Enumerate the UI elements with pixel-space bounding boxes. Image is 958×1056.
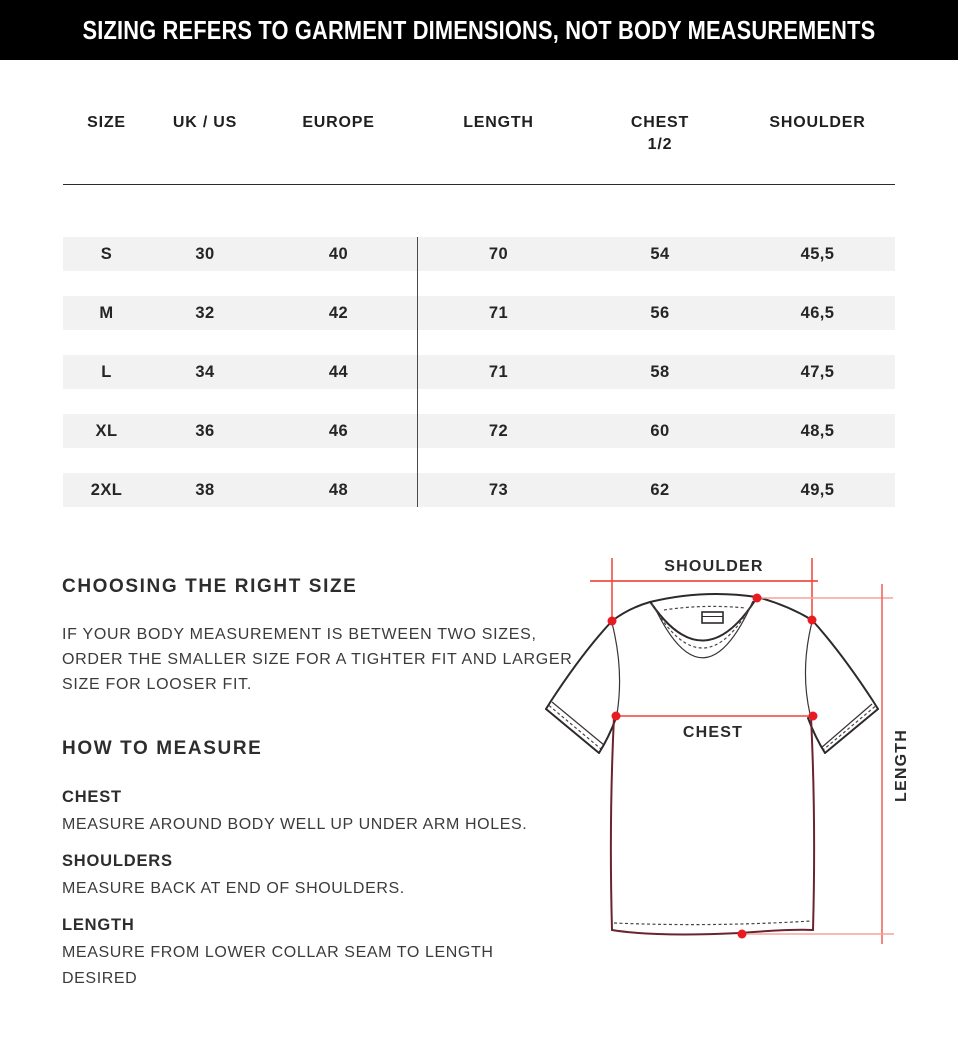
column-header-europe <box>260 112 417 156</box>
cell-chest: 62 <box>650 480 670 499</box>
cell-length: 72 <box>488 421 509 440</box>
table-row-s <box>63 237 895 271</box>
tshirt-sketch <box>546 594 878 935</box>
column-header-chest-sublabel: 1/2 <box>647 136 673 153</box>
cell-europe: 48 <box>328 480 349 499</box>
cell-length: 70 <box>488 244 509 263</box>
column-header-shoulder <box>740 112 895 156</box>
measurement-dots <box>608 594 818 939</box>
shoulder-left-dot <box>608 617 617 626</box>
measure-chest-text: MEASURE AROUND BODY WELL UP UNDER ARM HOLES. <box>62 816 528 833</box>
table-row-xl <box>63 414 895 448</box>
chest-left-dot <box>612 712 621 721</box>
diagram-chest-label: CHEST <box>682 724 744 741</box>
table-row-l <box>63 355 895 389</box>
column-header-chest <box>580 112 740 156</box>
cell-shoulder: 46,5 <box>800 303 835 322</box>
choosing-size-title: CHOOSING THE RIGHT SIZE <box>62 576 358 597</box>
how-to-measure-title: HOW TO MEASURE <box>62 738 263 759</box>
table-row-2xl <box>63 473 895 507</box>
measurement-lines <box>590 558 894 944</box>
cell-length: 71 <box>488 362 509 381</box>
measure-shoulders-label: SHOULDERS <box>62 852 173 870</box>
cell-chest: 54 <box>650 244 670 263</box>
cell-shoulder: 48,5 <box>800 421 835 440</box>
tshirt-measurement-diagram <box>530 546 958 1004</box>
cell-uk-us: 36 <box>195 421 215 440</box>
table-column-divider <box>417 237 418 507</box>
shoulder-right-dot <box>808 616 817 625</box>
cell-uk-us: 38 <box>195 480 215 499</box>
banner <box>0 0 958 60</box>
cell-length: 73 <box>488 480 509 499</box>
collar-tag <box>702 612 723 623</box>
cell-uk-us: 34 <box>195 362 215 381</box>
cell-europe: 44 <box>328 362 349 381</box>
cell-chest: 60 <box>650 421 670 440</box>
column-header-uk-us-label: UK / US <box>172 114 238 131</box>
cell-europe: 42 <box>328 303 349 322</box>
choosing-size-body: IF YOUR BODY MEASUREMENT IS BETWEEN TWO SIZES, ORDER THE SMALLER SIZE FOR A TIGHTER FIT AND LARGER SIZE FOR LOOSER FIT. <box>62 626 573 693</box>
cell-europe: 46 <box>328 421 349 440</box>
diagram-shoulder-label: SHOULDER <box>664 558 764 575</box>
column-header-size-label: SIZE <box>87 114 126 131</box>
column-header-shoulder-label: SHOULDER <box>769 114 866 131</box>
hem-dot <box>738 930 747 939</box>
cell-shoulder: 47,5 <box>800 362 835 381</box>
cell-size: M <box>99 303 114 322</box>
chest-right-dot <box>809 712 818 721</box>
cell-europe: 40 <box>328 244 349 263</box>
cell-size: S <box>100 244 113 263</box>
cell-size: L <box>101 362 112 381</box>
table-row-m <box>63 296 895 330</box>
table-header-rule <box>63 184 895 185</box>
collar-right-dot <box>753 594 762 603</box>
column-header-europe-label: EUROPE <box>302 114 375 131</box>
measure-shoulders-text: MEASURE BACK AT END OF SHOULDERS. <box>62 880 405 897</box>
cell-shoulder: 49,5 <box>800 480 835 499</box>
cell-size: XL <box>95 421 118 440</box>
cell-length: 71 <box>488 303 509 322</box>
column-header-size <box>63 112 150 156</box>
column-header-length-label: LENGTH <box>463 114 534 131</box>
size-table-header <box>63 112 895 156</box>
column-header-length <box>417 112 580 156</box>
cell-uk-us: 30 <box>195 244 215 263</box>
diagram-length-label: LENGTH <box>893 729 910 802</box>
cell-chest: 58 <box>650 362 670 381</box>
cell-uk-us: 32 <box>195 303 215 322</box>
measure-length-text: MEASURE FROM LOWER COLLAR SEAM TO LENGTH DESIRED <box>62 944 494 987</box>
cell-chest: 56 <box>650 303 670 322</box>
measure-length-label: LENGTH <box>62 916 135 934</box>
cell-shoulder: 45,5 <box>800 244 835 263</box>
cell-size: 2XL <box>90 480 123 499</box>
column-header-chest-label: CHEST <box>630 114 690 131</box>
banner-text: SIZING REFERS TO GARMENT DIMENSIONS, NOT BODY MEASUREMENTS <box>82 14 876 45</box>
column-header-uk-us <box>150 112 260 156</box>
measure-chest-label: CHEST <box>62 788 122 806</box>
